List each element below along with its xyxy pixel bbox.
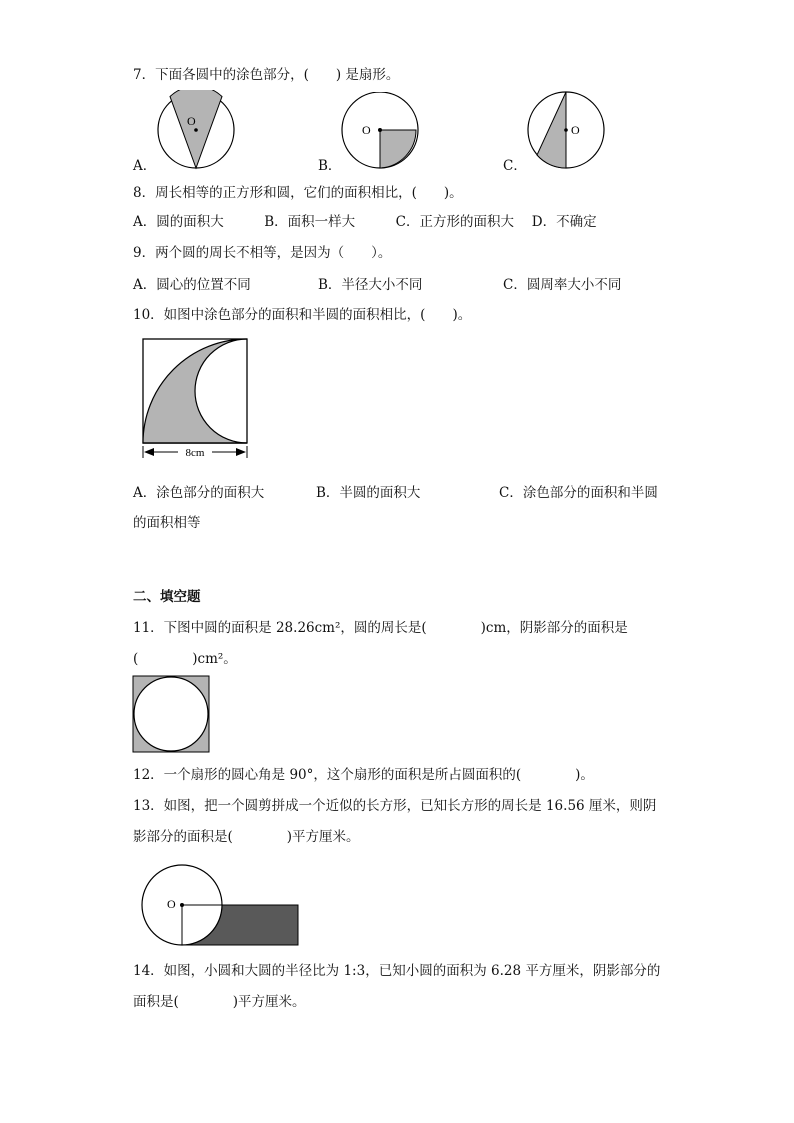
q9-stem: 9．两个圆的周长不相等，是因为（ ）。 [133, 245, 392, 261]
q7-c-center-label: O [571, 123, 580, 137]
q13-figure [140, 862, 302, 948]
q10-dimension-label: 8cm [185, 447, 205, 459]
q7-option-b-label: B． [318, 158, 342, 174]
q10-stem: 10．如图中涂色部分的面积和半圆的面积相比，( )。 [133, 307, 472, 323]
q8-stem: 8．周长相等的正方形和圆，它们的面积相比，( )。 [133, 185, 463, 201]
q14-line2: 面积是( )平方厘米。 [133, 994, 306, 1010]
q11-line1: 11．下图中圆的面积是 28.26cm²，圆的周长是( )cm，阴影部分的面积是 [133, 620, 628, 636]
q7-b-center-dot [378, 128, 382, 132]
q7-b-center-label: O [362, 123, 371, 137]
section-2-title: 二、填空题 [133, 589, 201, 605]
q7-option-c-label: C． [503, 158, 527, 174]
q13-line2: 影部分的面积是( )平方厘米。 [133, 829, 360, 845]
q11-figure [132, 675, 212, 755]
q8-options: A．圆的面积大 B．面积一样大 C．正方形的面积大 D．不确定 [133, 214, 597, 230]
q10-option-c-line2: 的面积相等 [133, 515, 201, 531]
q9-option-b: B．半径大小不同 [318, 277, 423, 293]
q7-c-center-dot [564, 128, 568, 132]
q7-a-center-label: O [187, 114, 196, 128]
q13-center-label: O [167, 897, 176, 911]
q11-line2: ( )cm²。 [133, 651, 237, 667]
q10-option-a: A．涂色部分的面积大 [133, 485, 265, 501]
q9-option-a: A．圆心的位置不同 [133, 277, 251, 293]
q7-figure-b [338, 92, 422, 172]
q7-figure-c [524, 90, 608, 172]
q7-stem: 7．下面各圆中的涂色部分，( ) 是扇形。 [133, 67, 400, 83]
q7-option-a-label: A． [133, 158, 157, 174]
q12-stem: 12．一个扇形的圆心角是 90°，这个扇形的面积是所占圆面积的( )。 [133, 767, 594, 783]
q7-figure-a [150, 90, 242, 172]
q10-option-b: B．半圆的面积大 [316, 485, 421, 501]
q9-option-c: C．圆周率大小不同 [503, 277, 622, 293]
q7-a-center-dot [194, 128, 198, 132]
q13-line1: 13．如图，把一个圆剪拼成一个近似的长方形，已知长方形的周长是 16.56 厘米，则阴 [133, 798, 657, 814]
q14-line1: 14．如图，小圆和大圆的半径比为 1:3，已知小圆的面积为 6.28 平方厘米，阴影部分的 [133, 963, 661, 979]
q13-center-dot [180, 903, 184, 907]
q10-figure [138, 334, 254, 464]
q10-option-c-line1: C．涂色部分的面积和半圆 [499, 485, 658, 501]
